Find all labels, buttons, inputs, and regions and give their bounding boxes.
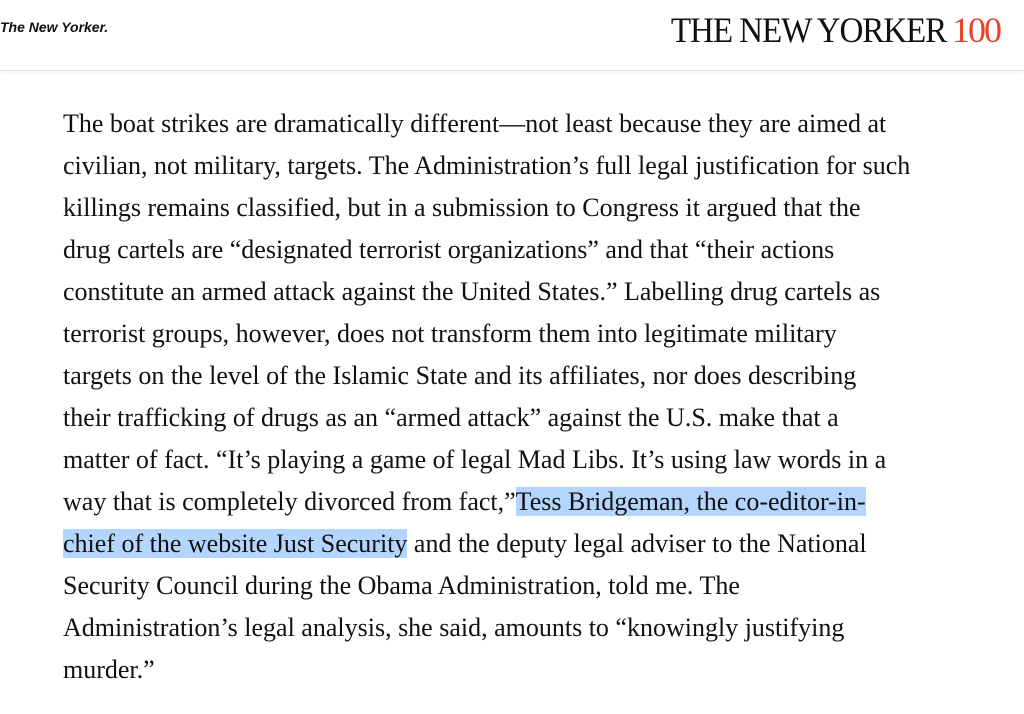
paragraph-line: constitute an armed attack against the United States.” Labelling drug cartels as	[63, 277, 881, 306]
logo-wordmark: THE NEW YORKER	[670, 10, 946, 50]
paragraph-line: Security Council during the Obama Administration, told me. The	[63, 571, 740, 600]
paragraph-line: The boat strikes are dramatically different—not least because they are aimed at	[63, 109, 887, 138]
new-yorker-logo[interactable]	[647, 10, 1000, 58]
logo-anniversary-mark: 100	[952, 10, 1000, 50]
site-name[interactable]: The New Yorker.	[0, 19, 109, 35]
paragraph-line: killings remains classified, but in a submission to Congress it argued that the	[63, 193, 861, 222]
paragraph-line: matter of fact. “It’s playing a game of legal Mad Libs. It’s using law words in a	[63, 445, 887, 474]
paragraph-line: terrorist groups, however, does not transform them into legitimate military	[63, 319, 837, 348]
highlighted-text-selection[interactable]: chief of the website Just Security	[63, 529, 408, 558]
highlighted-text-selection[interactable]: Tess Bridgeman, the co-editor-in-	[515, 487, 866, 516]
paragraph-line	[63, 523, 983, 565]
site-header	[0, 0, 1024, 71]
paragraph-line: their trafficking of drugs as an “armed attack” against the U.S. make that a	[63, 403, 839, 432]
line-text: way that is completely divorced from fact,”	[63, 487, 516, 516]
article-paragraph	[63, 103, 983, 691]
paragraph-line: targets on the level of the Islamic State and its affiliates, nor does describing	[63, 361, 857, 390]
paragraph-line: drug cartels are “designated terrorist organizations” and that “their actions	[63, 235, 835, 264]
paragraph-line: civilian, not military, targets. The Administration’s full legal justification for such	[63, 151, 911, 180]
line-text: and the deputy legal adviser to the National	[407, 529, 867, 558]
paragraph-line: Administration’s legal analysis, she said, amounts to “knowingly justifying	[63, 613, 845, 642]
paragraph-line	[63, 481, 983, 523]
paragraph-line: murder.”	[63, 655, 155, 684]
article-body	[63, 103, 983, 691]
